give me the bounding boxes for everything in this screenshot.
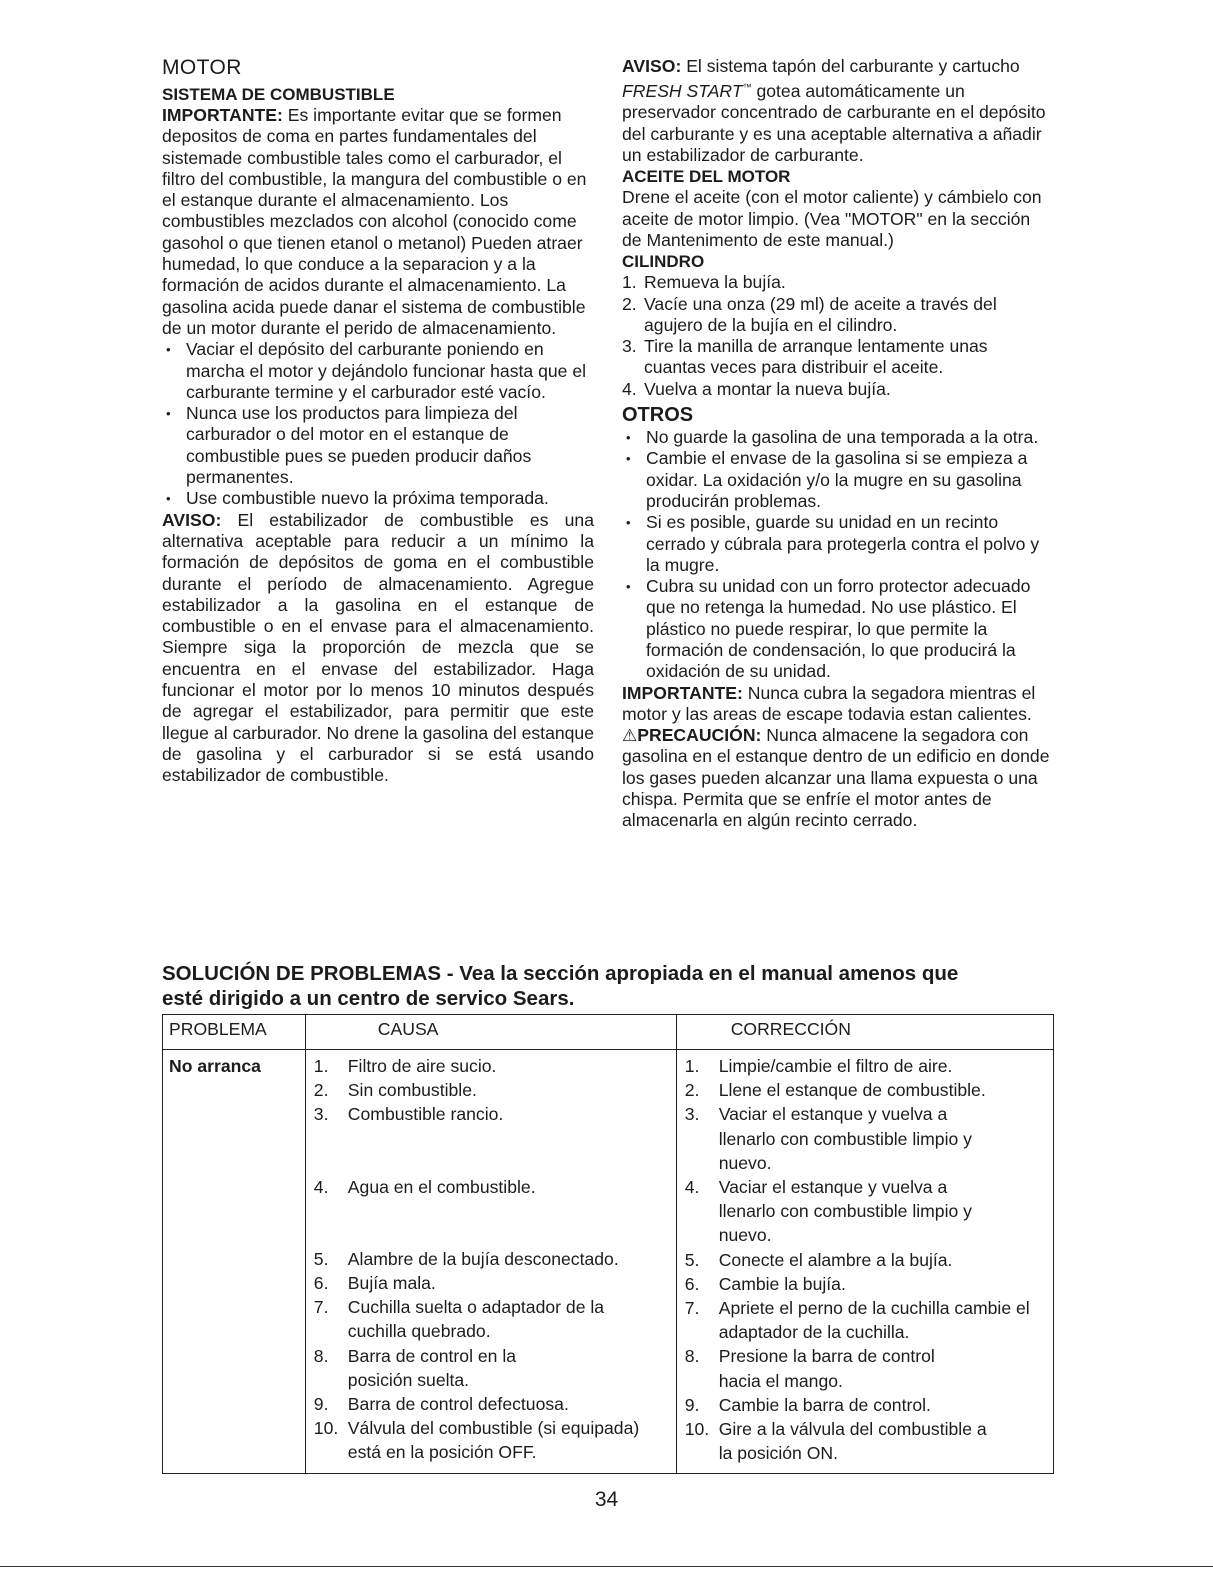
- row-number: 1.: [313, 1056, 329, 1076]
- row-number: 8.: [684, 1346, 700, 1367]
- cause-text: Agua en el combustible.: [347, 1176, 536, 1197]
- row-number: 4.: [313, 1176, 329, 1197]
- cause-text: Bujía mala.: [347, 1273, 436, 1294]
- list-item: [312, 1175, 670, 1247]
- list-item: [622, 379, 1054, 400]
- cause-text: Cuchilla suelta o adaptador de la cuchilla quebrado.: [347, 1297, 605, 1342]
- important-text: Nunca cubra la segadora mientras el motor y las areas de escape todavia estan calientes.: [622, 682, 1036, 724]
- list-item: [312, 1247, 670, 1271]
- list-item: • Vaciar el depósito del carburante poniendo en marcha el motor y dejándolo funcionar hasta que el carburante termine y el carburador esté vacío.: [162, 339, 594, 403]
- list-item: • Use combustible nuevo la próxima temporada.: [162, 488, 594, 509]
- list-item: [312, 1344, 670, 1392]
- list-item: • Si es posible, guarde su unidad en un recinto cerrado y cúbrala para protegerla contra el polvo y la mugre.: [622, 512, 1054, 576]
- aviso-text-continued: gotea automáticamente un preservador concentrado de carburante en el depósito del carburante y es una aceptable alternativa a añadir un estabilizador de carburante.: [622, 81, 1046, 166]
- row-number: 6.: [313, 1273, 329, 1294]
- list-item: [683, 1248, 1047, 1272]
- aviso-label: AVISO:: [622, 56, 682, 76]
- row-number: 2.: [684, 1080, 700, 1101]
- cause-text: Alambre de la bujía desconectado.: [347, 1248, 619, 1269]
- row-number: 8.: [313, 1345, 329, 1366]
- cause-text: Sin combustible.: [347, 1080, 477, 1101]
- fresh-start-paragraph: [622, 56, 1054, 166]
- list-item: • No guarde la gasolina de una temporada a la otra.: [622, 427, 1054, 448]
- row-number: 9.: [684, 1394, 700, 1415]
- correction-cell: [676, 1050, 1053, 1474]
- table-header-row: [163, 1015, 1054, 1050]
- correction-text: Presione la barra de control hacia el mango.: [718, 1346, 935, 1391]
- trademark-mark: ™: [742, 82, 752, 93]
- cylinder-heading: CILINDRO: [622, 252, 705, 272]
- list-item: [312, 1416, 670, 1464]
- header-causa: CAUSA: [305, 1015, 676, 1050]
- row-number: 5.: [684, 1249, 700, 1270]
- engine-oil-heading: ACEITE DEL MOTOR: [622, 167, 791, 187]
- problem-cell: [163, 1050, 306, 1474]
- otros-heading: OTROS: [622, 404, 694, 427]
- list-item: • Nunca use los productos para limpieza del carburador o del motor en el estanque de combustible pues se pueden producir daños permanentes.: [162, 403, 594, 488]
- page-number: 34: [594, 1488, 619, 1511]
- correction-text: Cambie la bujía.: [718, 1273, 846, 1294]
- list-item: [312, 1271, 670, 1295]
- fresh-start-brand: FRESH START: [622, 81, 743, 102]
- otros-bullet-list: [622, 427, 1054, 683]
- correction-text: Gire a la válvula del combustible a la posición ON.: [718, 1419, 987, 1464]
- header-problema: PROBLEMA: [163, 1015, 306, 1050]
- engine-oil-text: Drene el aceite (con el motor caliente) y cámbielo con aceite de motor limpio. (Vea "MOTOR" en la sección de Mantenimento de este manual.): [622, 187, 1042, 250]
- list-item: • Cubra su unidad con un forro protector adecuado que no retenga la humedad. No use plástico. El plástico no puede respirar, lo que permite la formación de condensación, lo que producirá la oxidación de su unidad.: [622, 576, 1054, 682]
- row-number: 4.: [684, 1177, 700, 1198]
- correction-list: [683, 1054, 1047, 1465]
- row-number: 7.: [684, 1298, 700, 1319]
- bottom-rule: [0, 1566, 1213, 1567]
- cause-text: Barra de control defectuosa.: [347, 1394, 569, 1415]
- row-number: 5.: [313, 1248, 329, 1269]
- step-number: 2.: [622, 293, 637, 314]
- step-text: Vuelva a montar la nueva bujía.: [644, 378, 891, 399]
- motor-heading: MOTOR: [162, 56, 242, 79]
- important-text: Es importante evitar que se formen depositos de coma en partes fundamentales del sistemade combustible tales como el carburador, el filtro del combustible, la mangura del combustible o en el estanque durante el almacenamiento. Los combustibles mezclados con alcohol (conocido come gasohol o que tienen etanol o metanol) Pueden atraer humedad, lo que conduce a la separacion y a la formación de acidos durante el almacenamiento. La gasolina acida puede danar el sistema de combustible de un motor durante el perido de almacenamiento.: [162, 105, 587, 338]
- problem-label: No arranca: [169, 1056, 261, 1076]
- cause-text: Filtro de aire sucio.: [347, 1056, 497, 1076]
- row-number: 9.: [313, 1394, 329, 1415]
- left-column: [162, 56, 594, 787]
- row-number: 3.: [684, 1104, 700, 1125]
- right-column: [622, 56, 1054, 832]
- step-number: 1.: [622, 272, 637, 293]
- list-item: [683, 1054, 1047, 1078]
- important-label: IMPORTANTE:: [622, 682, 743, 703]
- aviso-text: El sistema tapón del carburante y cartucho: [681, 56, 1020, 76]
- fuel-system-heading: SISTEMA DE COMBUSTIBLE: [162, 85, 395, 104]
- correction-text: Cambie la barra de control.: [718, 1394, 931, 1415]
- cause-cell: [305, 1050, 676, 1474]
- list-item: [312, 1102, 670, 1174]
- row-number: 10.: [684, 1419, 710, 1440]
- row-number: 10.: [313, 1418, 339, 1439]
- caution-paragraph: [622, 725, 1054, 831]
- important-label: IMPORTANTE:: [162, 105, 283, 125]
- list-item: [683, 1417, 1047, 1465]
- list-item: [622, 272, 1054, 293]
- troubleshooting-section: [162, 961, 1057, 1011]
- important-cover-paragraph: [622, 683, 1054, 726]
- cause-text: Válvula del combustible (si equipada) está en la posición OFF.: [347, 1418, 640, 1463]
- header-correccion: CORRECCIÓN: [676, 1015, 1053, 1050]
- list-item: [312, 1295, 670, 1343]
- step-number: 3.: [622, 336, 637, 357]
- list-item: [683, 1078, 1047, 1102]
- list-item: [312, 1078, 670, 1102]
- caution-label: PRECAUCIÓN:: [637, 725, 762, 746]
- correction-text: Apriete el perno de la cuchilla cambie el adaptador de la cuchilla.: [718, 1298, 1030, 1343]
- cause-text: Barra de control en la posición suelta.: [347, 1345, 517, 1390]
- cause-text: Combustible rancio.: [347, 1104, 504, 1125]
- correction-text: Vaciar el estanque y vuelva a llenarlo con combustible limpio y nuevo.: [718, 1177, 972, 1246]
- row-number: 1.: [684, 1056, 700, 1076]
- step-text: Remueva la bujía.: [644, 272, 786, 293]
- list-item: [622, 294, 1054, 337]
- table-row: [163, 1050, 1054, 1474]
- list-item: [312, 1054, 670, 1078]
- storage-bullet-list: [162, 339, 594, 509]
- correction-text: Llene el estanque de combustible.: [718, 1080, 986, 1101]
- step-number: 4.: [622, 378, 637, 399]
- important-paragraph: [162, 105, 594, 339]
- list-item: [312, 1392, 670, 1416]
- caution-text: Nunca almacene la segadora con gasolina en el estanque dentro de un edificio en donde los gases pueden alcanzar una llama expuesta o una chispa. Permita que se enfríe el motor antes de almacenarla en algún recinto cerrado.: [622, 725, 1050, 831]
- cylinder-steps: [622, 272, 1054, 400]
- step-text: Vacíe una onza (29 ml) de aceite a través del agujero de la bujía en el cilindro.: [644, 293, 997, 335]
- aviso-paragraph: [162, 510, 594, 787]
- step-text: Tire la manilla de arranque lentamente unas cuantas veces para distribuir el aceite.: [644, 336, 988, 378]
- troubleshooting-heading-line2: esté dirigido a un centro de servico Sears.: [162, 987, 575, 1010]
- list-item: [683, 1344, 1047, 1392]
- row-number: 2.: [313, 1080, 329, 1101]
- correction-text: Conecte el alambre a la bujía.: [718, 1249, 953, 1270]
- list-item: [683, 1393, 1047, 1417]
- list-item: [683, 1175, 1047, 1248]
- list-item: [622, 336, 1054, 379]
- list-item: [683, 1296, 1047, 1344]
- list-item: • Cambie el envase de la gasolina si se empieza a oxidar. La oxidación y/o la mugre en su gasolina producirán problemas.: [622, 448, 1054, 512]
- troubleshooting-heading-line1: SOLUCIÓN DE PROBLEMAS - Vea la sección apropiada en el manual amenos que: [162, 962, 959, 985]
- row-number: 6.: [684, 1273, 700, 1294]
- warning-triangle-icon: ⚠: [622, 726, 638, 746]
- cause-list: [312, 1054, 670, 1465]
- row-number: 3.: [313, 1104, 329, 1125]
- correction-text: Limpie/cambie el filtro de aire.: [718, 1056, 953, 1076]
- aviso-label: AVISO:: [162, 509, 222, 530]
- aviso-text: El estabilizador de combustible es una alternativa aceptable para reducir a un mínimo la formación de depósitos de goma en el combustible durante el período de almacenamiento. Agregue estabilizador a la gasolina en el estanque de combustible o en el envase para el almacenamiento. Siempre siga la proporción de mezcla que se encuentra en el envase del estabilizador. Haga funcionar el motor por lo menos 10 minutos después de agregar el estabilizador, para permitir que este llegue al carburador. No drene la gasolina del estanque de gasolina y el carburador si se está usando estabilizador de combustible.: [162, 509, 594, 786]
- troubleshooting-table: [162, 1014, 1054, 1474]
- list-item: [683, 1272, 1047, 1296]
- row-number: 7.: [313, 1297, 329, 1318]
- list-item: [683, 1102, 1047, 1175]
- correction-text: Vaciar el estanque y vuelva a llenarlo con combustible limpio y nuevo.: [718, 1104, 972, 1173]
